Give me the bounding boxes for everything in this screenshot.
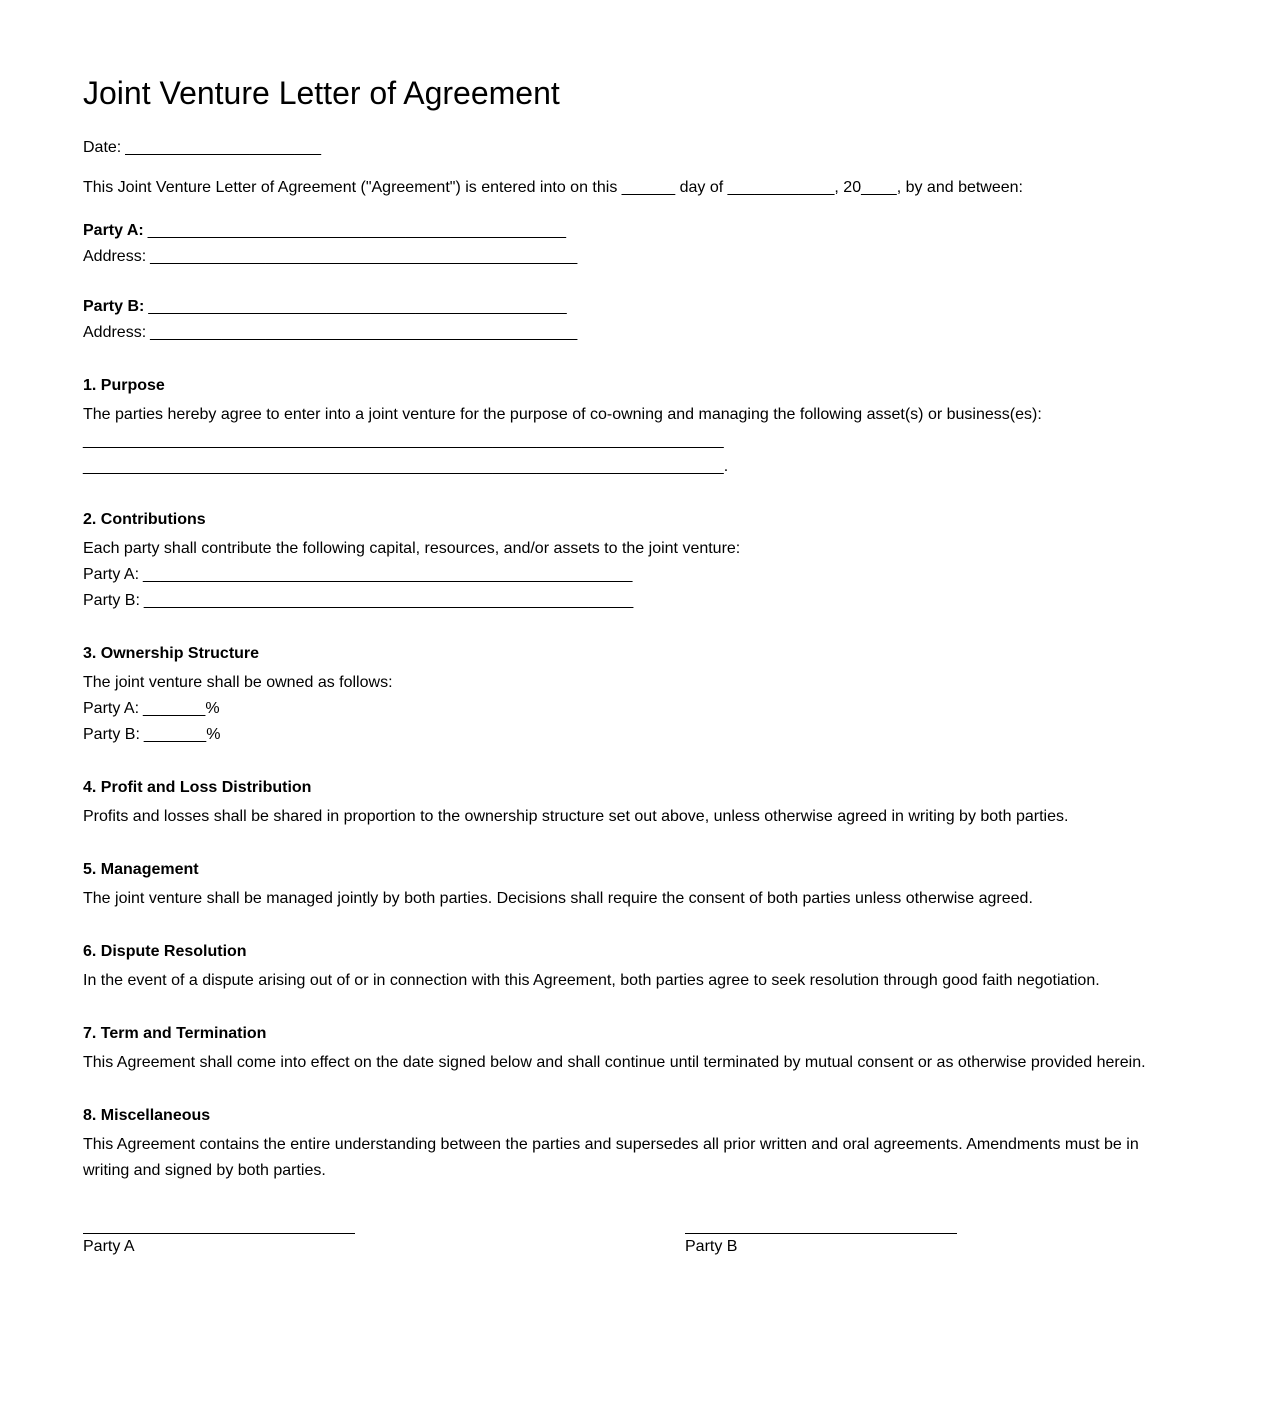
contributions-party-b-blank-field: _______________________________________________________ — [143, 592, 634, 609]
party-b-name-blank-field: _______________________________________________ — [148, 298, 567, 315]
date-blank-field: ______________________ — [125, 139, 322, 156]
party-b-label: Party B: — [83, 298, 145, 315]
contributions-party-a-row — [83, 562, 1180, 588]
date-label: Date: — [83, 139, 122, 156]
section-management-heading: 5. Management — [83, 861, 199, 878]
party-a-address-blank-field: ________________________________________________ — [150, 248, 578, 265]
contributions-party-a-blank-field: _______________________________________________________ — [143, 566, 633, 583]
ownership-party-a-percent-sign: % — [205, 700, 220, 717]
section-management — [83, 857, 1180, 912]
contributions-party-a-label: Party A: — [83, 566, 140, 583]
section-contributions-heading: 2. Contributions — [83, 511, 206, 528]
signature-section — [83, 1233, 1180, 1260]
section-term-termination-heading: 7. Term and Termination — [83, 1025, 267, 1042]
document-title: Joint Venture Letter of Agreement — [83, 75, 560, 111]
party-a-signature-label: Party A — [83, 1238, 135, 1255]
contributions-party-b-label: Party B: — [83, 592, 140, 609]
section-profit-loss-body: Profits and losses shall be shared in proportion to the ownership structure set out above, unless otherwise agreed in writing by both parties. — [83, 808, 1069, 825]
section-management-body: The joint venture shall be managed jointly by both parties. Decisions shall require the consent of both parties unless otherwise agreed. — [83, 890, 1033, 907]
purpose-blank-line-2 — [83, 454, 1180, 480]
party-b-name-row — [83, 294, 1180, 320]
section-dispute-resolution-body: In the event of a dispute arising out of or in connection with this Agreement, both parties agree to seek resolution through good faith negotiation. — [83, 972, 1100, 989]
section-purpose-body: The parties hereby agree to enter into a joint venture for the purpose of co-owning and managing the following asset(s) or business(es): — [83, 406, 1042, 423]
ownership-party-a-blank-field: _______ — [143, 700, 206, 717]
party-a-name-row — [83, 218, 1180, 244]
party-a-name-blank-field: _______________________________________________ — [147, 222, 566, 239]
ownership-party-b-row — [83, 722, 1180, 748]
date-row — [83, 135, 1180, 161]
section-dispute-resolution-heading: 6. Dispute Resolution — [83, 943, 247, 960]
party-a-block — [83, 218, 1180, 270]
section-term-termination-body: This Agreement shall come into effect on the date signed below and shall continue until terminated by mutual consent or as otherwise provided herein. — [83, 1054, 1146, 1071]
section-purpose-heading: 1. Purpose — [83, 377, 165, 394]
section-profit-loss-heading: 4. Profit and Loss Distribution — [83, 779, 312, 796]
purpose-blank-line-1 — [83, 428, 1180, 454]
ownership-party-b-blank-field: _______ — [143, 726, 207, 743]
section-term-termination — [83, 1021, 1180, 1076]
contributions-party-b-row — [83, 588, 1180, 614]
ownership-party-a-row — [83, 696, 1180, 722]
section-miscellaneous — [83, 1103, 1180, 1184]
section-profit-loss — [83, 775, 1180, 830]
party-a-address-row — [83, 244, 1180, 270]
party-a-signature-block — [83, 1233, 355, 1260]
party-b-address-row — [83, 320, 1180, 346]
party-b-address-blank-field: ________________________________________________ — [150, 324, 578, 341]
party-a-label: Party A: — [83, 222, 144, 239]
ownership-party-b-label: Party B: — [83, 726, 140, 743]
section-miscellaneous-body: This Agreement contains the entire understanding between the parties and supersedes all prior written and oral agreements. Amendments must be in writing and signed by both parties. — [83, 1136, 1139, 1179]
section-ownership-heading: 3. Ownership Structure — [83, 645, 260, 662]
purpose-blank-field-1: ________________________________________________________________________ — [83, 432, 724, 449]
party-b-signature-label: Party B — [685, 1238, 738, 1255]
section-dispute-resolution — [83, 939, 1180, 994]
party-b-address-label: Address: — [83, 324, 147, 341]
intro-paragraph: This Joint Venture Letter of Agreement ("Agreement") is entered into on this ______ day of ____________, 20____, by and between: — [83, 179, 1023, 196]
party-b-block — [83, 294, 1180, 346]
section-ownership-body: The joint venture shall be owned as follows: — [83, 674, 393, 691]
section-contributions-body: Each party shall contribute the following capital, resources, and/or assets to the joint venture: — [83, 540, 741, 557]
section-miscellaneous-heading: 8. Miscellaneous — [83, 1107, 211, 1124]
purpose-blank-field-2: ________________________________________________________________________ — [83, 458, 724, 475]
section-purpose — [83, 373, 1180, 480]
purpose-blank-line-2-period: . — [723, 458, 729, 475]
party-a-address-label: Address: — [83, 248, 147, 265]
ownership-party-a-label: Party A: — [83, 700, 140, 717]
ownership-party-b-percent-sign: % — [206, 726, 221, 743]
section-contributions — [83, 507, 1180, 614]
party-b-signature-block — [685, 1233, 957, 1260]
section-ownership — [83, 641, 1180, 748]
